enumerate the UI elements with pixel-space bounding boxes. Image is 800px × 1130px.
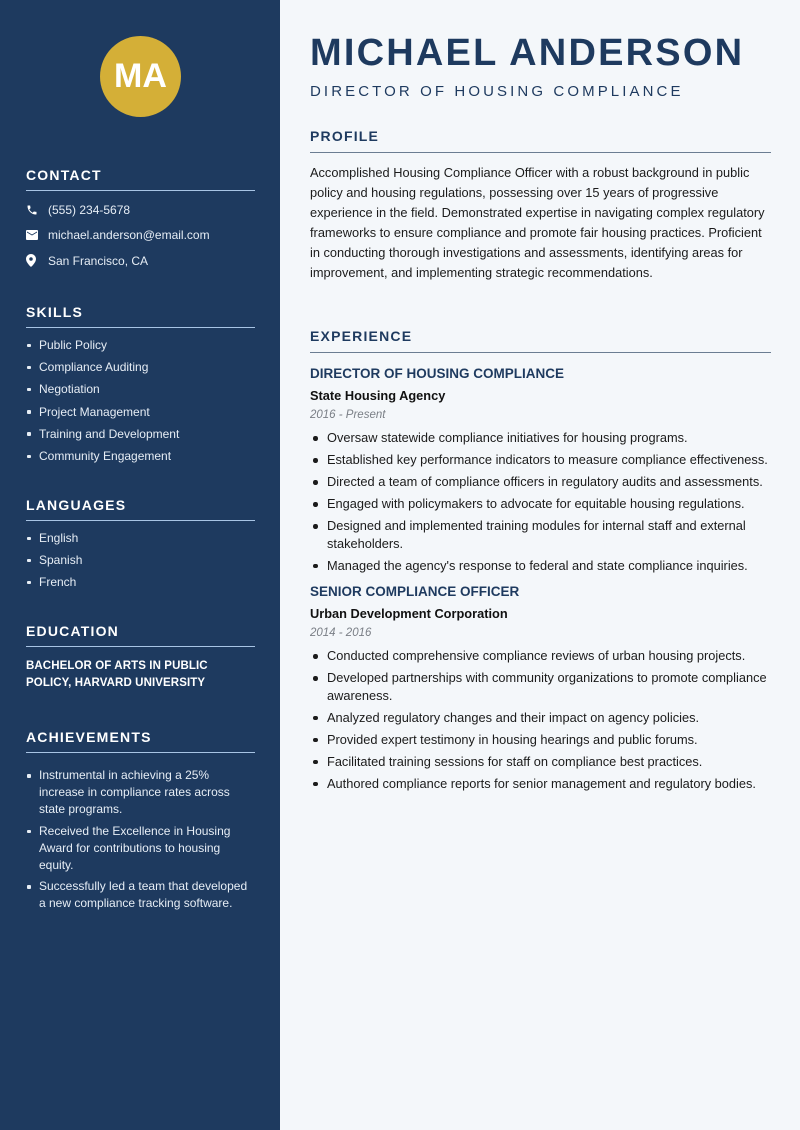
- job-entry: [310, 366, 771, 574]
- profile-section: [310, 128, 771, 283]
- avatar: [100, 36, 181, 117]
- job-bullet: Engaged with policymakers to advocate for equitable housing regulations.: [310, 495, 771, 513]
- job-bullets: [310, 647, 771, 792]
- job-company: Urban Development Corporation: [310, 606, 508, 621]
- education-degree: BACHELOR OF ARTS IN PUBLIC POLICY, HARVARD UNIVERSITY: [26, 660, 208, 689]
- contact-email: [26, 223, 255, 249]
- achievements-section: [26, 729, 255, 917]
- job-title: DIRECTOR OF HOUSING COMPLIANCE: [310, 366, 565, 381]
- languages-heading: LANGUAGES: [26, 497, 255, 521]
- language-item: Spanish: [26, 549, 255, 571]
- languages-list: [26, 527, 255, 594]
- contact-heading: CONTACT: [26, 167, 255, 191]
- job-bullet: Directed a team of compliance officers in regulatory audits and assessments.: [310, 473, 771, 491]
- location-pin-icon: [26, 254, 48, 267]
- education-heading: EDUCATION: [26, 623, 255, 647]
- achievements-heading: ACHIEVEMENTS: [26, 729, 255, 753]
- skill-item: Project Management: [26, 401, 255, 423]
- job-bullet: Developed partnerships with community organizations to promote compliance awareness.: [310, 669, 771, 704]
- achievements-list: [26, 767, 255, 912]
- phone-text: (555) 234-5678: [48, 202, 131, 217]
- email-icon: [26, 230, 48, 240]
- job-company: State Housing Agency: [310, 388, 446, 403]
- job-bullet: Analyzed regulatory changes and their impact on agency policies.: [310, 709, 771, 727]
- job-bullet: Authored compliance reports for senior management and regulatory bodies.: [310, 775, 771, 793]
- candidate-name: MICHAEL ANDERSON: [310, 32, 745, 74]
- contact-phone: [26, 197, 255, 223]
- email-text: michael.anderson@email.com: [48, 228, 210, 243]
- experience-section: [310, 328, 771, 797]
- job-bullet: Designed and implemented training modules for internal staff and external stakeholders.: [310, 517, 771, 552]
- job-bullets: [310, 429, 771, 574]
- job-bullet: Established key performance indicators to measure compliance effectiveness.: [310, 451, 771, 469]
- job-bullet: Provided expert testimony in housing hearings and public forums.: [310, 731, 771, 749]
- language-item: French: [26, 571, 255, 593]
- skills-list: [26, 334, 255, 467]
- achievement-item: Instrumental in achieving a 25% increase in compliance rates across state programs.: [26, 767, 255, 818]
- skills-section: [26, 304, 255, 467]
- skill-item: Negotiation: [26, 378, 255, 400]
- location-text: San Francisco, CA: [48, 253, 149, 268]
- job-bullet: Oversaw statewide compliance initiatives for housing programs.: [310, 429, 771, 447]
- experience-heading: EXPERIENCE: [310, 328, 771, 353]
- phone-icon: [26, 204, 48, 216]
- education-section: [26, 623, 255, 692]
- job-bullet: Managed the agency's response to federal and state compliance inquiries.: [310, 557, 771, 575]
- achievement-item: Received the Excellence in Housing Award for contributions to housing equity.: [26, 823, 255, 874]
- sidebar: [0, 0, 280, 1130]
- avatar-initials: MA: [114, 57, 167, 95]
- skill-item: Training and Development: [26, 423, 255, 445]
- skill-item: Community Engagement: [26, 445, 255, 467]
- contact-section: [26, 167, 255, 274]
- job-bullet: Facilitated training sessions for staff on compliance best practices.: [310, 753, 771, 771]
- skills-heading: SKILLS: [26, 304, 255, 328]
- candidate-role: DIRECTOR OF HOUSING COMPLIANCE: [310, 83, 684, 100]
- job-bullet: Conducted comprehensive compliance reviews of urban housing projects.: [310, 647, 771, 665]
- profile-text: Accomplished Housing Compliance Officer with a robust background in public policy and housing regulations, possessing over 15 years of progressive experience in the field. Demonstrated expertise in navigating complex regulatory frameworks to ensure compliance and promote fair housing practices. Proficient in conducting thorough investigations and assessments, identifying areas for improvement, and implementing strategic recommendations.: [310, 165, 765, 280]
- job-entry: [310, 584, 771, 792]
- contact-location: [26, 248, 255, 274]
- languages-section: [26, 497, 255, 594]
- achievement-item: Successfully led a team that developed a new compliance tracking software.: [26, 878, 255, 912]
- job-title: SENIOR COMPLIANCE OFFICER: [310, 584, 520, 599]
- job-dates: 2014 - 2016: [310, 627, 372, 639]
- skill-item: Public Policy: [26, 334, 255, 356]
- profile-heading: PROFILE: [310, 128, 771, 153]
- job-dates: 2016 - Present: [310, 409, 386, 421]
- skill-item: Compliance Auditing: [26, 356, 255, 378]
- language-item: English: [26, 527, 255, 549]
